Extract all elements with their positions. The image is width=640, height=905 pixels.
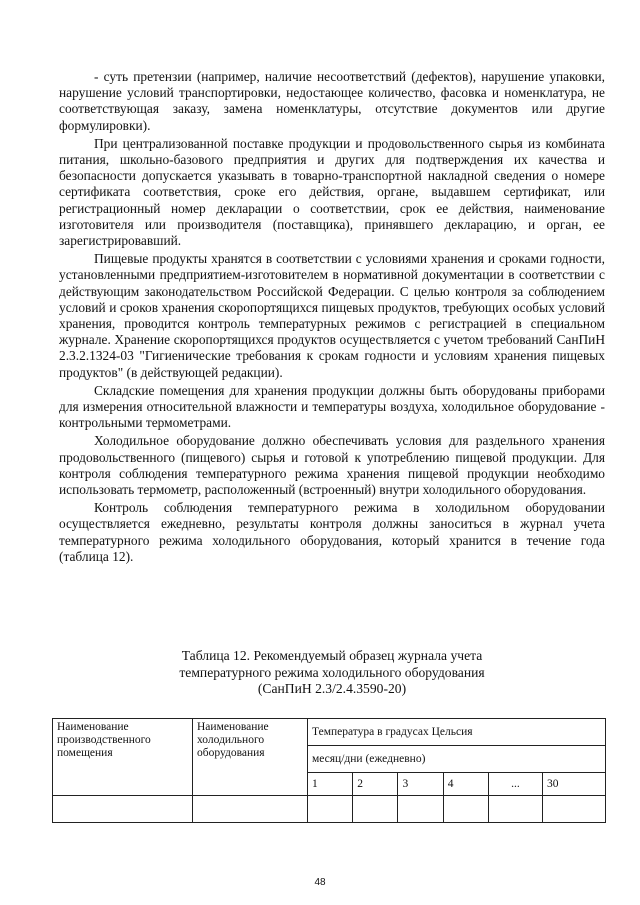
paragraph: Холодильное оборудование должно обеспечивать условия для раздельного хранения продовольственного (пищевого) сырья и готовой к употреблению пищевой продукции. Для контроля соблюдения температурного режима хранения пищевой продукции необходимо использовать термометр, расположенный (встроенный) внутри холодильного оборудования. (59, 433, 605, 498)
day-cell: 3 (398, 773, 443, 796)
header-temperature: Температура в градусах Цельсия (308, 719, 606, 746)
table-cell (193, 796, 308, 823)
table-caption-line: (СанПиН 2.3/2.4.3590-20) (257, 681, 407, 696)
table-cell (488, 796, 542, 823)
table-caption-line: температурного режима холодильного оборудования (179, 664, 485, 680)
header-equipment: Наименование холодильного оборудования (193, 719, 308, 796)
table-cell (53, 796, 193, 823)
table-caption-line: Таблица 12. Рекомендуемый образец журнала учета (181, 648, 483, 663)
table-header-row (53, 719, 606, 746)
table-cell (353, 796, 398, 823)
table-cell (443, 796, 488, 823)
header-room: Наименование производственного помещения (53, 719, 193, 796)
day-cell: 4 (443, 773, 488, 796)
paragraph: Складские помещения для хранения продукции должны быть оборудованы приборами для измерения относительной влажности и температуры воздуха, холодильное оборудование - контрольными термометрами. (59, 382, 605, 431)
table-cell (398, 796, 443, 823)
paragraph: При централизованной поставке продукции и продовольственного сырья из комбината питания, школьно-базового предприятия и других для подтверждения их качества и безопасности допускается указывать в товарно-транспортной накладной сведения о номере сертификата соответствия, сроке его действия, органе, выдавшем сертификат, или регистрационный номер декларации о соответствии, срок ее действия, наименование изготовителя или производителя (поставщика), принявшего декларацию, и орган, ее зарегистрировавший. (59, 135, 605, 249)
table-cell (308, 796, 353, 823)
day-cell: 2 (353, 773, 398, 796)
table-row (53, 796, 606, 823)
paragraph: Пищевые продукты хранятся в соответствии с условиями хранения и сроками годности, установленными предприятием-изготовителем в нормативной документации в соответствии с действующим законодательством Российской Федерации. С целью контроля за соблюдением условий и сроков хранения скоропортящихся пищевых продуктов, требующих особых условий хранения, проводится контроль температурных режимов с регистрацией в специальном журнале. Хранение скоропортящихся продуктов осуществляется с учетом требований СанПиН 2.3.2.1324-03 "Гигиенические требования к срокам годности и условиям хранения пищевых продуктов" (в действующей редакции). (59, 251, 605, 380)
header-month-days: месяц/дни (ежедневно) (308, 746, 606, 773)
paragraph: - суть претензии (например, наличие несоответствий (дефектов), нарушение упаковки, нарушение условий транспортировки, недостающее количество, фасовка и номенклатура, не соответствующая заказу, замена номенклатуры, отсутствие документов или другие формулировки). (59, 69, 605, 133)
temperature-journal-table (52, 718, 606, 823)
table-cell (542, 796, 605, 823)
paragraph: Контроль соблюдения температурного режима в холодильном оборудовании осуществляется ежедневно, результаты контроля должны заноситься в журнал учета температурного режима холодильного оборудования, который хранится в течение года (таблица 12). (59, 500, 605, 564)
body-text (59, 69, 605, 567)
day-cell: 1 (308, 773, 353, 796)
day-cell: ... (488, 773, 542, 796)
day-cell: 30 (542, 773, 605, 796)
page-number: 48 (314, 877, 326, 888)
table-caption (59, 648, 605, 698)
